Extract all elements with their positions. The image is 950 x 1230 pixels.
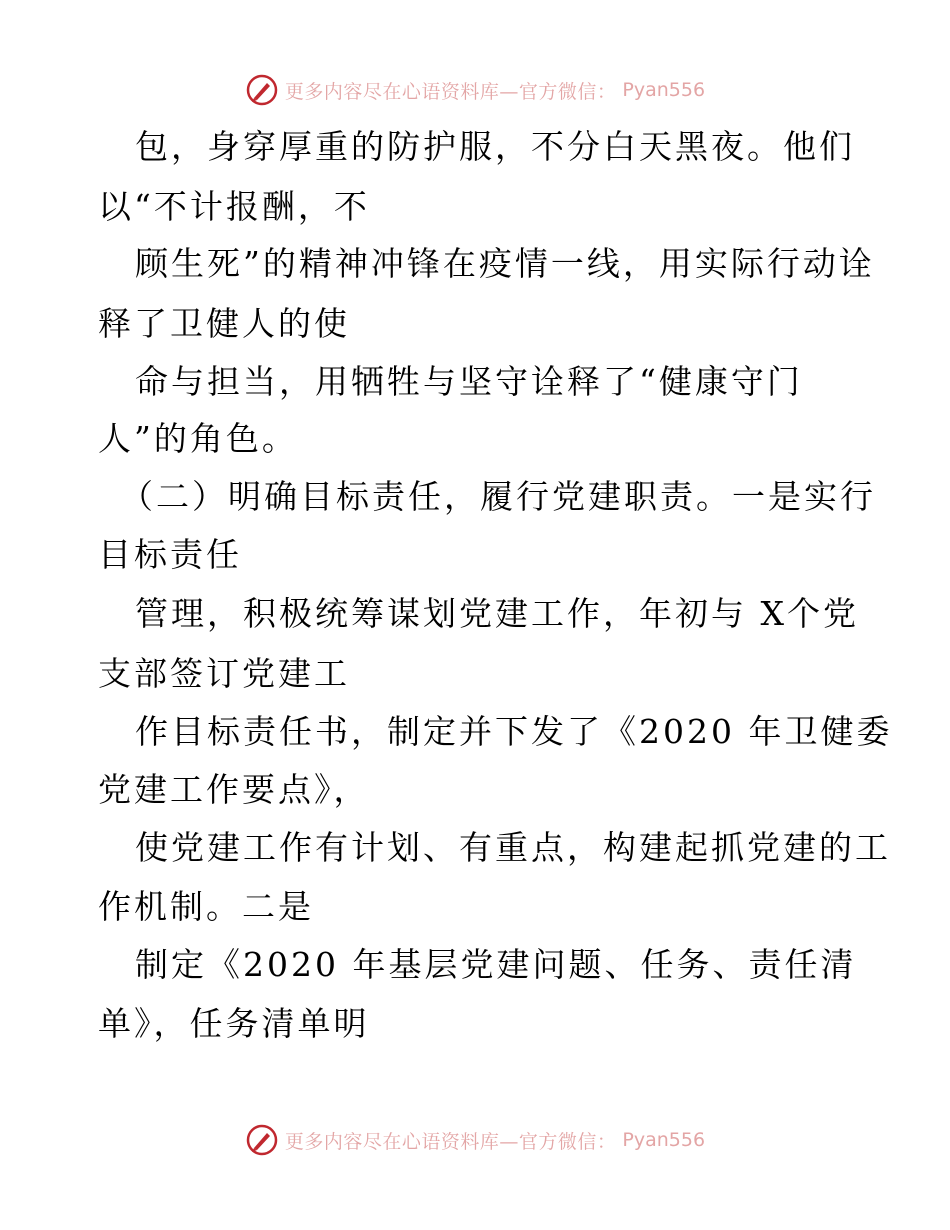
body-line: 制定《2020 年基层党建问题、任务、责任清 — [135, 945, 857, 984]
body-line: 作目标责任书，制定并下发了《2020 年卫健委 — [135, 712, 893, 751]
watermark-wechat-id: Pyan556 — [622, 1129, 706, 1151]
footer-watermark — [0, 1120, 950, 1160]
body-line: 管理，积极统筹谋划党建工作，年初与 X个党 — [135, 594, 859, 633]
watermark-text: 更多内容尽在心语资料库—官方微信： — [284, 80, 617, 103]
watermark-wechat-id: Pyan556 — [622, 79, 706, 101]
body-line: 人”的角色。 — [98, 419, 298, 458]
body-line: 目标责任 — [98, 535, 242, 574]
pen-logo-icon — [245, 73, 279, 107]
body-line: 释了卫健人的使 — [98, 304, 350, 343]
body-line: 以“不计报酬，不 — [98, 187, 370, 226]
body-line: 顾生死”的精神冲锋在疫情一线，用实际行动诠 — [135, 244, 875, 283]
pen-logo-icon — [245, 1123, 279, 1157]
body-line: 单》，任务清单明 — [98, 1004, 370, 1043]
body-line: 党建工作要点》， — [98, 770, 370, 809]
body-line: 作机制。二是 — [98, 887, 314, 926]
watermark-text: 更多内容尽在心语资料库—官方微信： — [284, 1130, 617, 1153]
header-watermark — [0, 70, 950, 110]
body-line: 使党建工作有计划、有重点，构建起抓党建的工 — [135, 828, 891, 867]
section-heading-line: （二）明确目标责任，履行党建职责。一是实行 — [120, 477, 876, 516]
body-line: 包，身穿厚重的防护服，不分白天黑夜。他们 — [135, 127, 855, 166]
body-line: 支部签订党建工 — [98, 654, 350, 693]
body-line: 命与担当，用牺牲与坚守诠释了“健康守门 — [135, 362, 803, 401]
